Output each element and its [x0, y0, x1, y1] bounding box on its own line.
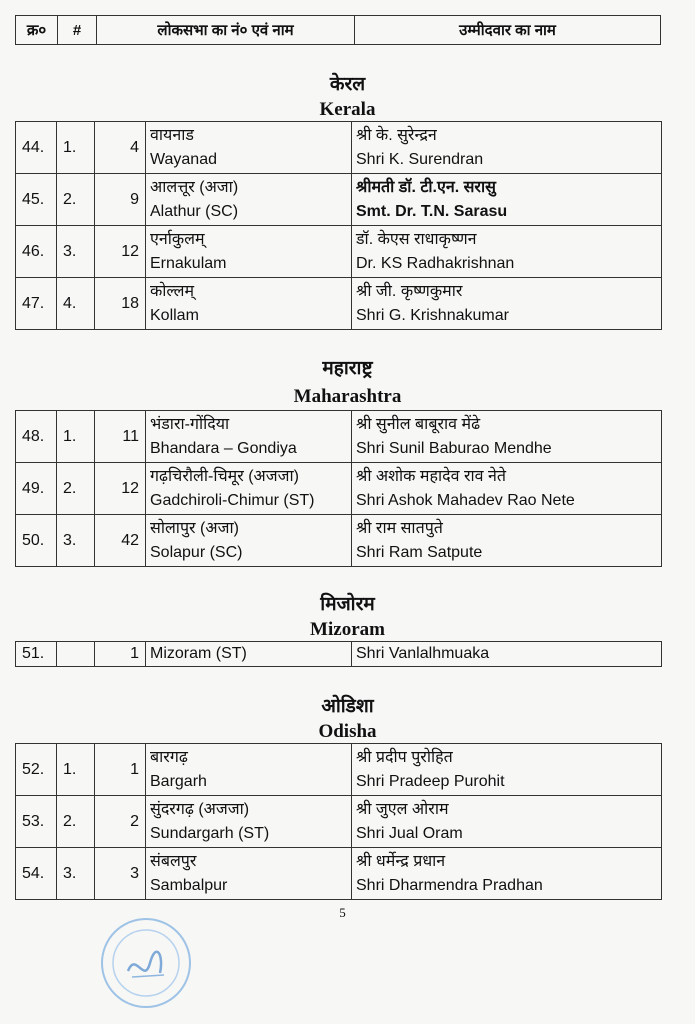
constituency-number: 42 — [95, 515, 146, 567]
constituency-name: एर्नाकुलम् Ernakulam — [146, 226, 352, 278]
serial-number: 52. — [16, 744, 57, 796]
state-title-english: Maharashtra — [293, 386, 402, 407]
odisha-table — [15, 743, 662, 900]
state-title-english: Kerala — [319, 99, 376, 120]
candidate-name: श्री धर्मेन्द्र प्रधान Shri Dharmendra Pradhan — [352, 848, 662, 900]
constituency-name: भंडारा-गोंदिया Bhandara – Gondiya — [146, 411, 352, 463]
table-row — [16, 515, 662, 567]
state-index: 1. — [57, 122, 95, 174]
constituency-name: संबलपुर Sambalpur — [146, 848, 352, 900]
candidate-name: श्री के. सुरेन्द्रन Shri K. Surendran — [352, 122, 662, 174]
table-row — [16, 174, 662, 226]
candidate-name: श्री राम सातपुते Shri Ram Satpute — [352, 515, 662, 567]
table-row — [16, 463, 662, 515]
candidate-name: Shri Vanlalhmuaka — [352, 642, 662, 667]
serial-number: 47. — [16, 278, 57, 330]
state-index: 3. — [57, 515, 95, 567]
state-index: 1. — [57, 744, 95, 796]
table-row — [16, 411, 662, 463]
state-index: 3. — [57, 848, 95, 900]
candidate-name: श्री जुएल ओराम Shri Jual Oram — [352, 796, 662, 848]
constituency-number: 1 — [95, 642, 146, 667]
table-row — [16, 642, 662, 667]
serial-number: 49. — [16, 463, 57, 515]
state-title-english: Mizoram — [310, 619, 385, 640]
table-row — [16, 796, 662, 848]
constituency-number: 9 — [95, 174, 146, 226]
state-title-hindi: केरल — [329, 73, 366, 95]
state-title-hindi: महाराष्ट्र — [322, 357, 373, 379]
serial-number: 51. — [16, 642, 57, 667]
constituency-number: 11 — [95, 411, 146, 463]
serial-number: 44. — [16, 122, 57, 174]
maharashtra-table — [15, 410, 662, 567]
serial-number: 54. — [16, 848, 57, 900]
constituency-name: बारगढ़ Bargarh — [146, 744, 352, 796]
constituency-name: सोलापुर (अजा) Solapur (SC) — [146, 515, 352, 567]
constituency-number: 2 — [95, 796, 146, 848]
constituency-name: सुंदरगढ़ (अजजा) Sundargarh (ST) — [146, 796, 352, 848]
table-row — [16, 848, 662, 900]
constituency-number: 1 — [95, 744, 146, 796]
serial-number: 50. — [16, 515, 57, 567]
candidate-name: श्री जी. कृष्णकुमार Shri G. Krishnakumar — [352, 278, 662, 330]
header-hash: # — [58, 16, 97, 45]
state-title-english: Odisha — [318, 721, 377, 742]
header-constituency: लोकसभा का नं० एवं नाम — [97, 16, 355, 45]
table-row — [16, 744, 662, 796]
header-serial: क्र० — [16, 16, 58, 45]
state-index — [57, 642, 95, 667]
candidate-name: श्री प्रदीप पुरोहित Shri Pradeep Purohit — [352, 744, 662, 796]
constituency-name: गढ़चिरौली-चिमूर (अजजा) Gadchiroli-Chimur (ST) — [146, 463, 352, 515]
constituency-name: वायनाड Wayanad — [146, 122, 352, 174]
constituency-number: 3 — [95, 848, 146, 900]
constituency-name: आलत्तूर (अजा) Alathur (SC) — [146, 174, 352, 226]
state-title-hindi: मिजोरम — [320, 593, 375, 615]
serial-number: 48. — [16, 411, 57, 463]
candidate-name: श्री अशोक महादेव राव नेते Shri Ashok Mahadev Rao Nete — [352, 463, 662, 515]
constituency-number: 12 — [95, 226, 146, 278]
constituency-number: 4 — [95, 122, 146, 174]
table-row — [16, 278, 662, 330]
table-row — [16, 122, 662, 174]
state-index: 2. — [57, 796, 95, 848]
stamp-seal-icon — [98, 915, 194, 1011]
header-candidate: उम्मीदवार का नाम — [355, 16, 661, 45]
constituency-number: 12 — [95, 463, 146, 515]
constituency-number: 18 — [95, 278, 146, 330]
candidate-name: श्री सुनील बाबूराव मेंढे Shri Sunil Baburao Mendhe — [352, 411, 662, 463]
mizoram-table — [15, 641, 662, 667]
state-index: 2. — [57, 174, 95, 226]
kerala-table — [15, 121, 662, 330]
header-table — [15, 15, 661, 45]
serial-number: 45. — [16, 174, 57, 226]
constituency-name: कोल्लम् Kollam — [146, 278, 352, 330]
state-title-hindi: ओडिशा — [321, 695, 374, 717]
state-index: 2. — [57, 463, 95, 515]
candidate-name: डॉ. केएस राधाकृष्णन Dr. KS Radhakrishnan — [352, 226, 662, 278]
serial-number: 46. — [16, 226, 57, 278]
page-number: 5 — [339, 905, 346, 920]
candidate-name: श्रीमती डॉ. टी.एन. सरासु Smt. Dr. T.N. Sarasu — [352, 174, 662, 226]
state-index: 1. — [57, 411, 95, 463]
state-index: 3. — [57, 226, 95, 278]
serial-number: 53. — [16, 796, 57, 848]
constituency-name: Mizoram (ST) — [146, 642, 352, 667]
state-index: 4. — [57, 278, 95, 330]
table-row — [16, 226, 662, 278]
